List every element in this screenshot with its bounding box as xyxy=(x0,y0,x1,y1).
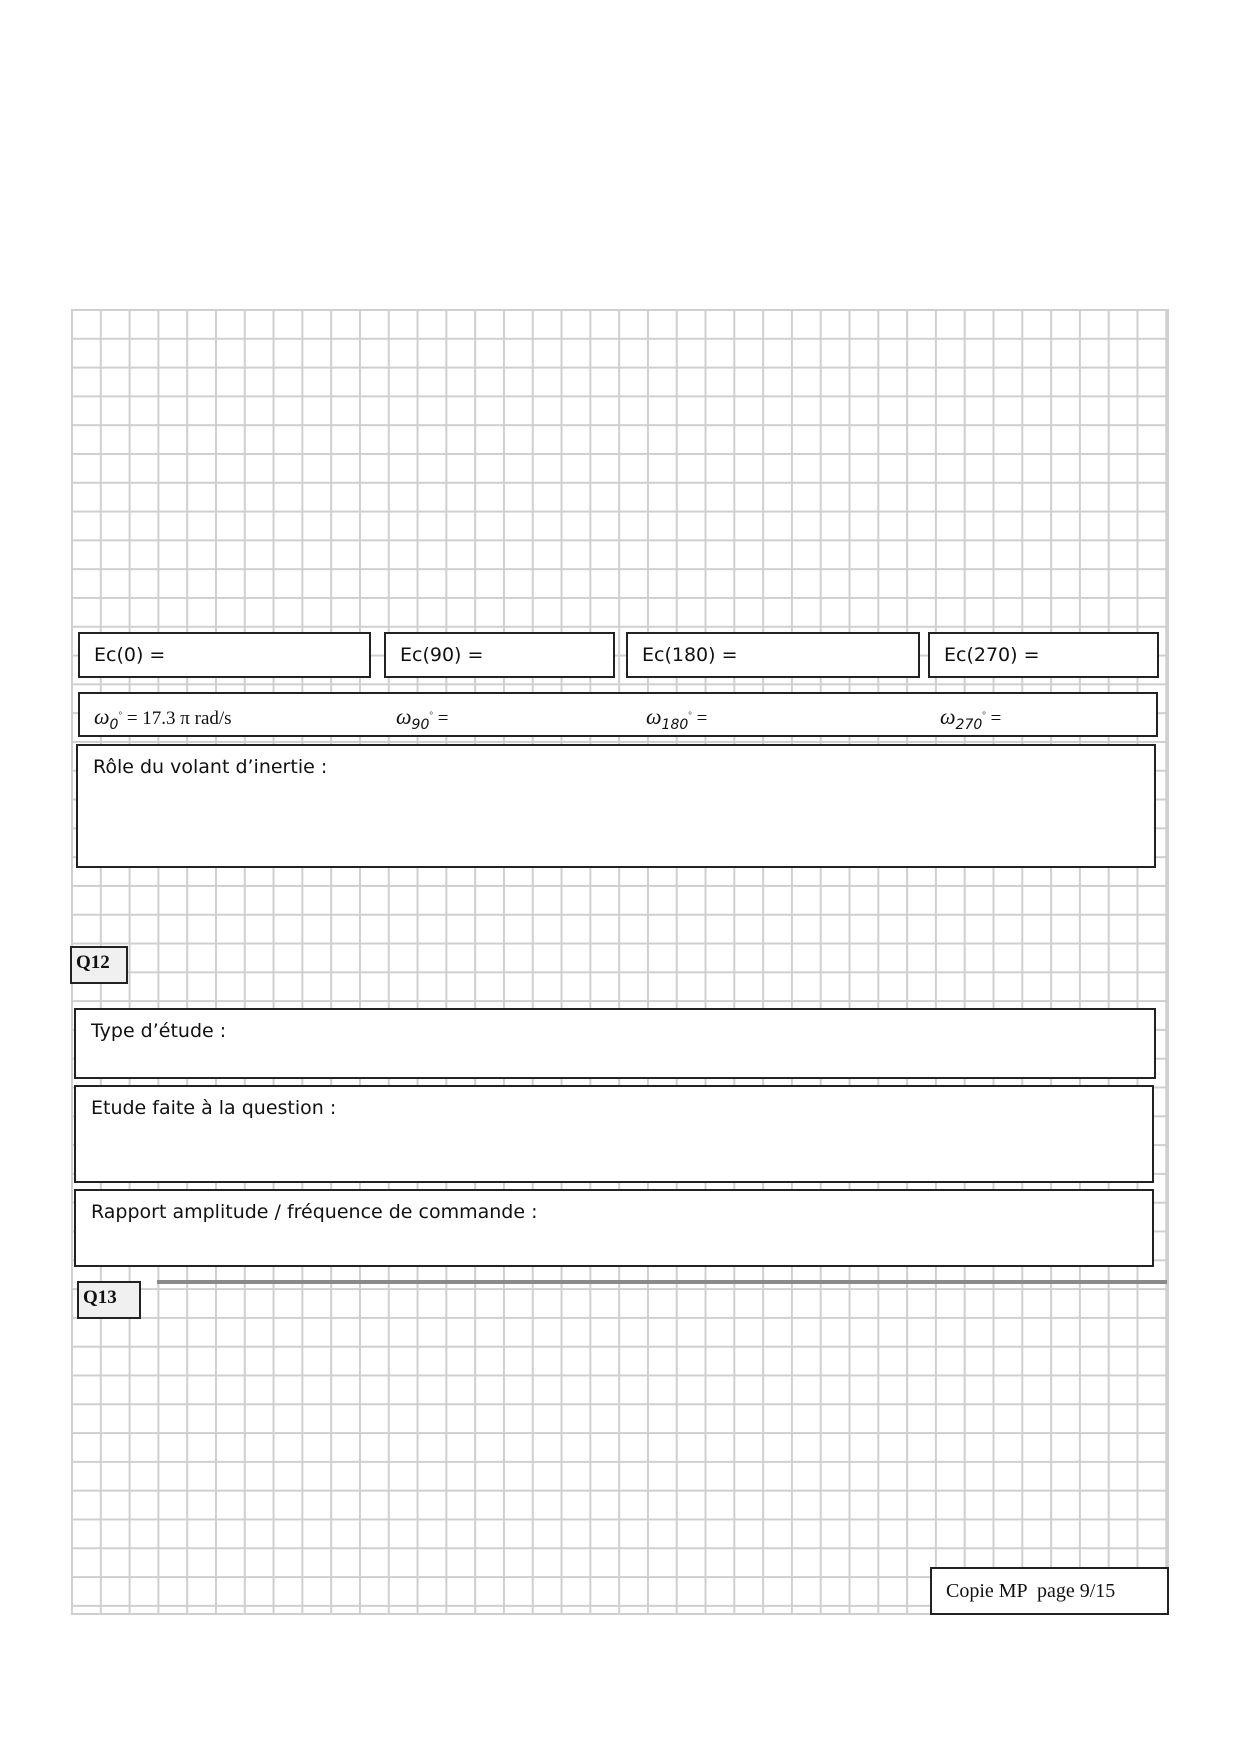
omega90-value: $\omega_{90}^\circ$ = xyxy=(396,704,449,733)
q13-tag: Q13 xyxy=(77,1281,141,1319)
rapport-box[interactable] xyxy=(74,1189,1154,1267)
ec90-label: Ec(90) = xyxy=(400,644,484,666)
omega0-value: $\omega_0^\circ = 17.3$ π rad/s xyxy=(94,704,232,733)
section-divider xyxy=(157,1280,1167,1284)
ec0-label: Ec(0) = xyxy=(94,644,166,666)
ec180-label: Ec(180) = xyxy=(642,644,738,666)
etude-question-box[interactable] xyxy=(74,1085,1154,1183)
ec270-label: Ec(270) = xyxy=(944,644,1040,666)
ec90-field[interactable] xyxy=(384,632,615,678)
type-etude-box[interactable] xyxy=(74,1008,1156,1079)
ec180-field[interactable] xyxy=(626,632,920,678)
q12-tag: Q12 xyxy=(70,946,128,984)
type-etude-label: Type d’étude : xyxy=(91,1020,227,1042)
etude-question-label: Etude faite à la question : xyxy=(91,1097,337,1119)
omega270-value: $\omega_{270}^\circ$ = xyxy=(940,704,1002,733)
ec270-field[interactable] xyxy=(928,632,1159,678)
footer-text: Copie MP page 9/15 xyxy=(946,1580,1116,1602)
rapport-label: Rapport amplitude / fréquence de commande : xyxy=(91,1201,538,1223)
role-label: Rôle du volant d’inertie : xyxy=(93,756,328,778)
page-footer xyxy=(930,1567,1169,1615)
role-answer-box[interactable] xyxy=(76,744,1156,868)
omega-row[interactable] xyxy=(78,692,1158,737)
omega180-value: $\omega_{180}^\circ$ = xyxy=(646,704,708,733)
grid-paper xyxy=(71,309,1169,1615)
ec0-field[interactable] xyxy=(78,632,371,678)
